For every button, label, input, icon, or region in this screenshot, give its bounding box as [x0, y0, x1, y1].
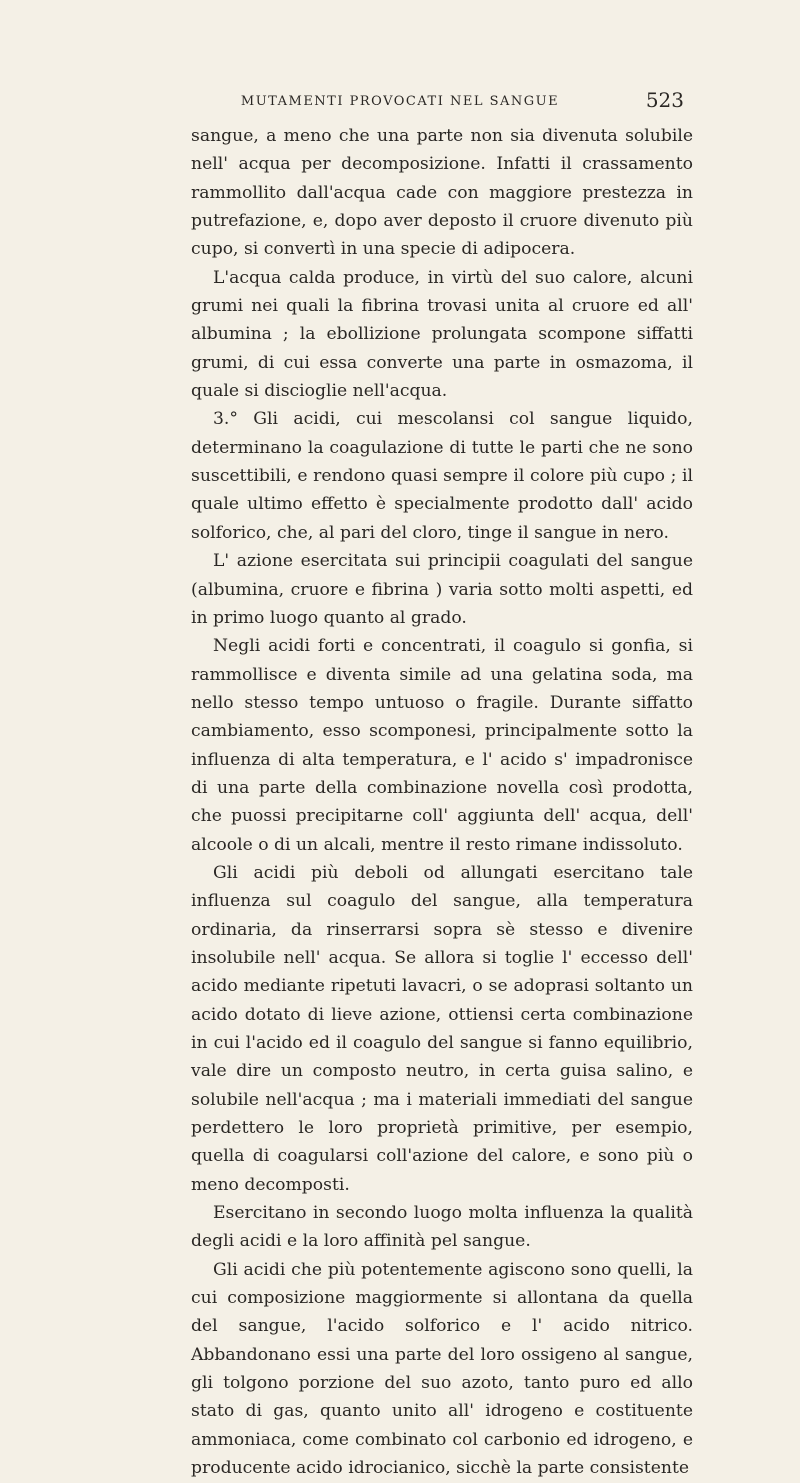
- paragraph: L' azione esercitata sui principii coagulati del sangue (albumina, cruore e fibrina ) varia sotto molti aspetti, ed in primo luogo quanto al grado.: [191, 551, 693, 628]
- paragraph: Gli acidi che più potentemente agiscono sono quelli, la cui composizione maggiormente si allontana da quella del sangue, l'acido solforico e l' acido nitrico. Abbandonano essi una parte del loro ossigeno al sangue, gli tolgono porzione del suo azoto, tanto puro ed allo stato di gas, quanto unito all' idrogeno e costituente ammoniaca, come combinato col carbonio ed idrogeno, e producente acido idrocianico, sicchè la parte consistente: [191, 1259, 693, 1479]
- paragraph: 3.° Gli acidi, cui mescolansi col sangue liquido, determinano la coagulazione di tutte le parti che ne sono suscettibili, e rendono quasi sempre il colore più cupo ; il quale ultimo effetto è specialmente prodotto dall' acido solforico, che, al pari del cloro, tinge il sangue in nero.: [191, 409, 693, 543]
- running-head: [0, 88, 800, 118]
- body-text: [191, 122, 693, 1483]
- paragraph: Esercitano in secondo luogo molta influenza la qualità degli acidi e la loro affinità pel sangue.: [191, 1203, 693, 1252]
- paragraph: L'acqua calda produce, in virtù del suo calore, alcuni grumi nei quali la fibrina trovasi unita al cruore ed all' albumina ; la ebollizione prolungata scompone siffatti grumi, di cui essa converte una parte in osmazoma, il quale si discioglie nell'acqua.: [191, 267, 693, 402]
- running-title: MUTAMENTI PROVOCATI NEL SANGUE: [240, 94, 560, 109]
- paragraph: Negli acidi forti e concentrati, il coagulo si gonfia, si rammollisce e diventa simile ad una gelatina soda, ma nello stesso tempo untuoso o fragile. Durante siffatto cambiamento, esso scomponesi, principalmente sotto la influenza di alta temperatura, e l' acido s' impadronisce di una parte della combinazione novella così prodotta, che puossi precipitarne coll' aggiunta dell' acqua, dell' alcoole o di un alcali, mentre il resto rimane indissoluto.: [191, 636, 693, 855]
- paragraph: sangue, a meno che una parte non sia divenuta solubile nell' acqua per decomposizione. Infatti il crassamento rammollito dall'acqua cade con maggiore prestezza in putrefazione, e, dopo aver deposto il cruore divenuto più cupo, si convertì in una specie di adipocera.: [191, 126, 693, 260]
- page-number: 523: [645, 88, 684, 112]
- paragraph: Gli acidi più deboli od allungati esercitano tale influenza sul coagulo del sangue, alla temperatura ordinaria, da rinserrarsi sopra sè stesso e divenire insolubile nell' acqua. Se allora si toglie l' eccesso dell' acido mediante ripetuti lavacri, o se adoprasi soltanto un acido dotato di lieve azione, ottiensi certa combinazione in cui l'acido ed il coagulo del sangue si fanno equilibrio, vale dire un composto neutro, in certa guisa salino, e solubile nell'acqua ; ma i materiali immediati del sangue perdettero le loro proprietà primitive, per esempio, quella di coagularsi coll'azione del calore, e sono più o meno decomposti.: [191, 862, 693, 1195]
